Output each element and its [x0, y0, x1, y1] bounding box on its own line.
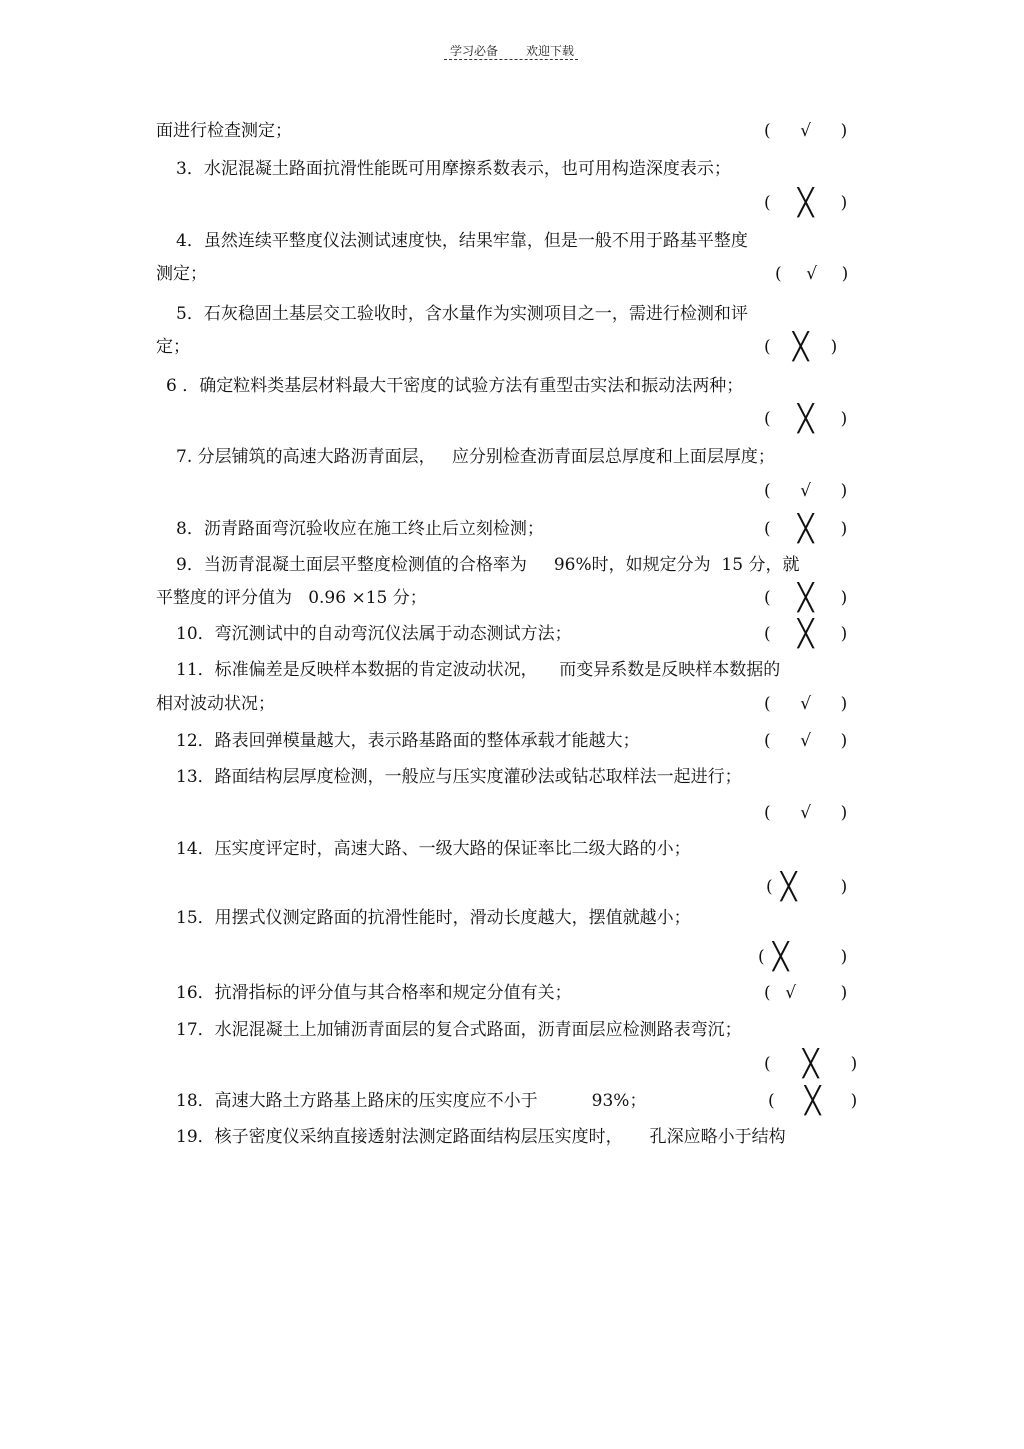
answer-check: ( √ ): [764, 983, 848, 1003]
line-17: 15．用摆式仪测定路面的抗滑性能时，滑动长度越大，摆值就越小；: [176, 908, 691, 928]
line-7: 7. 分层铺筑的高速大路沥青面层， 应分别检查沥青面层总厚度和上面层厚度；: [176, 447, 775, 467]
line-16: 14．压实度评定时，高速大路、一级大路的保证率比二级大路的小；: [176, 839, 691, 859]
check-icon: √: [800, 694, 812, 714]
cross-icon: ╳: [797, 583, 814, 613]
cross-icon: ╳: [792, 332, 809, 362]
header-rule: [444, 59, 578, 60]
line-2: 4．虽然连续平整度仪法测试速度快，结果牢靠，但是一般不用于路基平整度: [176, 231, 748, 251]
check-icon: √: [806, 264, 818, 284]
check-icon: √: [800, 803, 812, 823]
line-3: 测定；: [156, 264, 207, 284]
answer-cross: ( ╳ ): [764, 332, 838, 362]
answer-check: ( √ ): [764, 803, 848, 823]
answer-cross: ( ╳ ): [764, 514, 848, 544]
line-0: 面进行检查测定；: [156, 121, 292, 141]
cross-icon: ╳: [797, 619, 814, 649]
line-14: 12．路表回弹模量越大，表示路基路面的整体承载才能越大；: [176, 731, 640, 751]
line-15: 13．路面结构层厚度检测，一般应与压实度灌砂法或钻芯取样法一起进行；: [176, 767, 742, 787]
line-5: 定；: [156, 337, 190, 357]
page-header: [0, 42, 1024, 59]
line-9: 9．当沥青混凝土面层平整度检测值的合格率为 96%时，如规定分为 15 分，就: [176, 555, 800, 575]
answer-cross: ( ╳ ): [764, 404, 848, 434]
answer-check: ( √ ): [764, 481, 848, 501]
cross-icon: ╳: [802, 1049, 819, 1079]
answer-cross: ( ╳ ): [758, 942, 848, 972]
check-icon: √: [785, 983, 797, 1003]
line-6: 6 ．确定粒料类基层材料最大干密度的试验方法有重型击实法和振动法两种；: [166, 376, 744, 396]
answer-cross: ( ╳ ): [764, 619, 848, 649]
line-18: 16．抗滑指标的评分值与其合格率和规定分值有关；: [176, 983, 572, 1003]
line-10: 平整度的评分值为 0.96 ×15 分；: [156, 588, 427, 608]
cross-icon: ╳: [797, 514, 814, 544]
cross-icon: ╳: [772, 942, 789, 972]
line-8: 8．沥青路面弯沉验收应在施工终止后立刻检测；: [176, 519, 544, 539]
check-icon: √: [800, 481, 812, 501]
line-12: 11．标准偏差是反映样本数据的肯定波动状况， 而变异系数是反映样本数据的: [176, 660, 781, 680]
line-13: 相对波动状况；: [156, 694, 275, 714]
answer-cross: ( ╳ ): [764, 1049, 858, 1079]
answer-cross: ( ╳ ): [766, 872, 848, 902]
line-19: 17．水泥混凝土上加铺沥青面层的复合式路面，沥青面层应检测路表弯沉；: [176, 1020, 742, 1040]
check-icon: √: [800, 121, 812, 141]
answer-check: ( √ ): [764, 731, 848, 751]
check-icon: √: [800, 731, 812, 751]
answer-check: ( √ ): [775, 264, 849, 284]
line-20: 18．高速大路土方路基上路床的压实度应不小于 93%；: [176, 1091, 647, 1111]
answer-check: ( √ ): [764, 694, 848, 714]
line-4: 5．石灰稳固土基层交工验收时，含水量作为实测项目之一，需进行检测和评: [176, 304, 748, 324]
cross-icon: ╳: [804, 1086, 821, 1116]
answer-check: ( √ ): [764, 121, 848, 141]
header-right: 欢迎下载: [526, 44, 575, 58]
cross-icon: ╳: [797, 188, 814, 218]
answer-cross: ( ╳ ): [764, 583, 848, 613]
line-21: 19．核子密度仪采纳直接透射法测定路面结构层压实度时， 孔深应略小于结构: [176, 1127, 786, 1147]
answer-cross: ( ╳ ): [764, 188, 848, 218]
cross-icon: ╳: [780, 872, 797, 902]
answer-cross: ( ╳ ): [768, 1086, 858, 1116]
cross-icon: ╳: [797, 404, 814, 434]
header-left: 学习必备: [449, 44, 498, 58]
line-1: 3．水泥混凝土路面抗滑性能既可用摩擦系数表示，也可用构造深度表示；: [176, 159, 731, 179]
line-11: 10．弯沉测试中的自动弯沉仪法属于动态测试方法；: [176, 624, 572, 644]
